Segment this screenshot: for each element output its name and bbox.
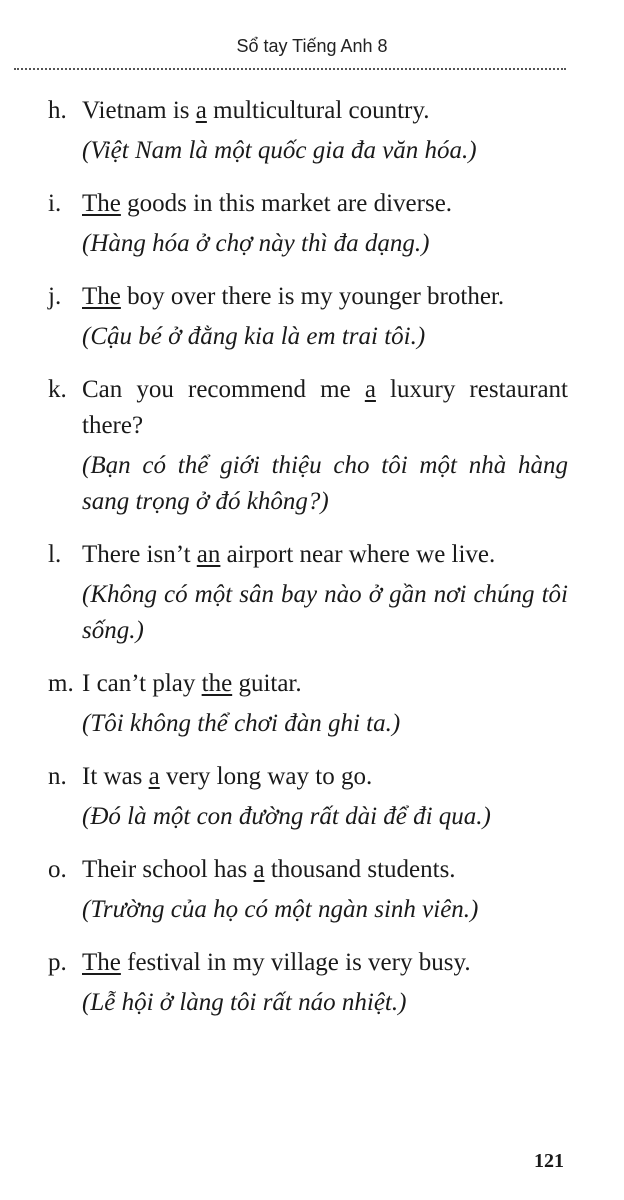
- sentence-after: boy over there is my younger brother.: [120, 283, 505, 310]
- sentence-after: guitar.: [232, 670, 302, 697]
- vietnamese-translation: (Bạn có thể giới thiệu cho tôi một nhà hàng sang trọng ở đó không?): [82, 452, 568, 515]
- vietnamese-translation: (Việt Nam là một quốc gia đa văn hóa.): [82, 137, 477, 164]
- exercise-item: [48, 93, 568, 169]
- underlined-article: The: [82, 949, 121, 976]
- page-number: 121: [534, 1150, 564, 1172]
- item-label: i.: [48, 190, 62, 217]
- english-sentence: [82, 372, 568, 444]
- item-label: m.: [48, 670, 74, 697]
- underlined-article: a: [364, 376, 376, 403]
- vietnamese-translation: (Đó là một con đường rất dài để đi qua.): [82, 803, 491, 830]
- sentence-after: festival in my village is very busy.: [120, 949, 471, 976]
- vietnamese-translation: (Hàng hóa ở chợ này thì đa dạng.): [82, 230, 430, 257]
- item-label: l.: [48, 541, 62, 568]
- exercise-item: [48, 186, 568, 262]
- english-sentence: [82, 666, 568, 702]
- vietnamese-translation: (Tôi không thể chơi đàn ghi ta.): [82, 710, 401, 737]
- sentence-before: Can you recommend me: [82, 376, 365, 403]
- item-label: n.: [48, 763, 67, 790]
- exercise-item: [48, 279, 568, 355]
- sentence-before: There isn’t: [82, 541, 197, 568]
- sentence-before: Their school has: [82, 856, 254, 883]
- vietnamese-translation: (Cậu bé ở đằng kia là em trai tôi.): [82, 323, 426, 350]
- english-sentence: [82, 759, 568, 795]
- exercise-list: [48, 93, 568, 1038]
- vietnamese-translation: (Lễ hội ở làng tôi rất náo nhiệt.): [82, 989, 407, 1016]
- sentence-after: multicultural country.: [206, 97, 430, 124]
- sentence-after: luxury restaurant there?: [82, 376, 568, 439]
- sentence-before: It was: [82, 763, 149, 790]
- exercise-item: [48, 852, 568, 928]
- sentence-before: I can’t play: [82, 670, 202, 697]
- underlined-article: a: [253, 856, 265, 883]
- underlined-article: The: [82, 283, 121, 310]
- english-sentence: [82, 537, 568, 573]
- underlined-article: a: [195, 97, 207, 124]
- item-label: k.: [48, 376, 67, 403]
- english-sentence: [82, 945, 568, 981]
- dotted-divider: [14, 68, 566, 70]
- exercise-item: [48, 372, 568, 520]
- item-label: h.: [48, 97, 67, 124]
- exercise-item: [48, 945, 568, 1021]
- sentence-after: airport near where we live.: [220, 541, 496, 568]
- vietnamese-translation: (Không có một sân bay nào ở gần nơi chúng tôi sống.): [82, 581, 568, 644]
- item-label: j.: [48, 283, 62, 310]
- english-sentence: [82, 852, 568, 888]
- exercise-item: [48, 666, 568, 742]
- english-sentence: [82, 186, 568, 222]
- english-sentence: [82, 93, 568, 129]
- exercise-item: [48, 537, 568, 649]
- underlined-article: an: [196, 541, 221, 568]
- sentence-before: Vietnam is: [82, 97, 196, 124]
- item-label: p.: [48, 949, 67, 976]
- exercise-item: [48, 759, 568, 835]
- underlined-article: The: [82, 190, 121, 217]
- sentence-after: goods in this market are diverse.: [120, 190, 453, 217]
- item-label: o.: [48, 856, 67, 883]
- sentence-after: thousand students.: [264, 856, 456, 883]
- underlined-article: a: [148, 763, 160, 790]
- running-header: Sổ tay Tiếng Anh 8: [236, 36, 388, 56]
- vietnamese-translation: (Trường của họ có một ngàn sinh viên.): [82, 896, 479, 923]
- english-sentence: [82, 279, 568, 315]
- sentence-after: very long way to go.: [159, 763, 373, 790]
- underlined-article: the: [201, 670, 233, 697]
